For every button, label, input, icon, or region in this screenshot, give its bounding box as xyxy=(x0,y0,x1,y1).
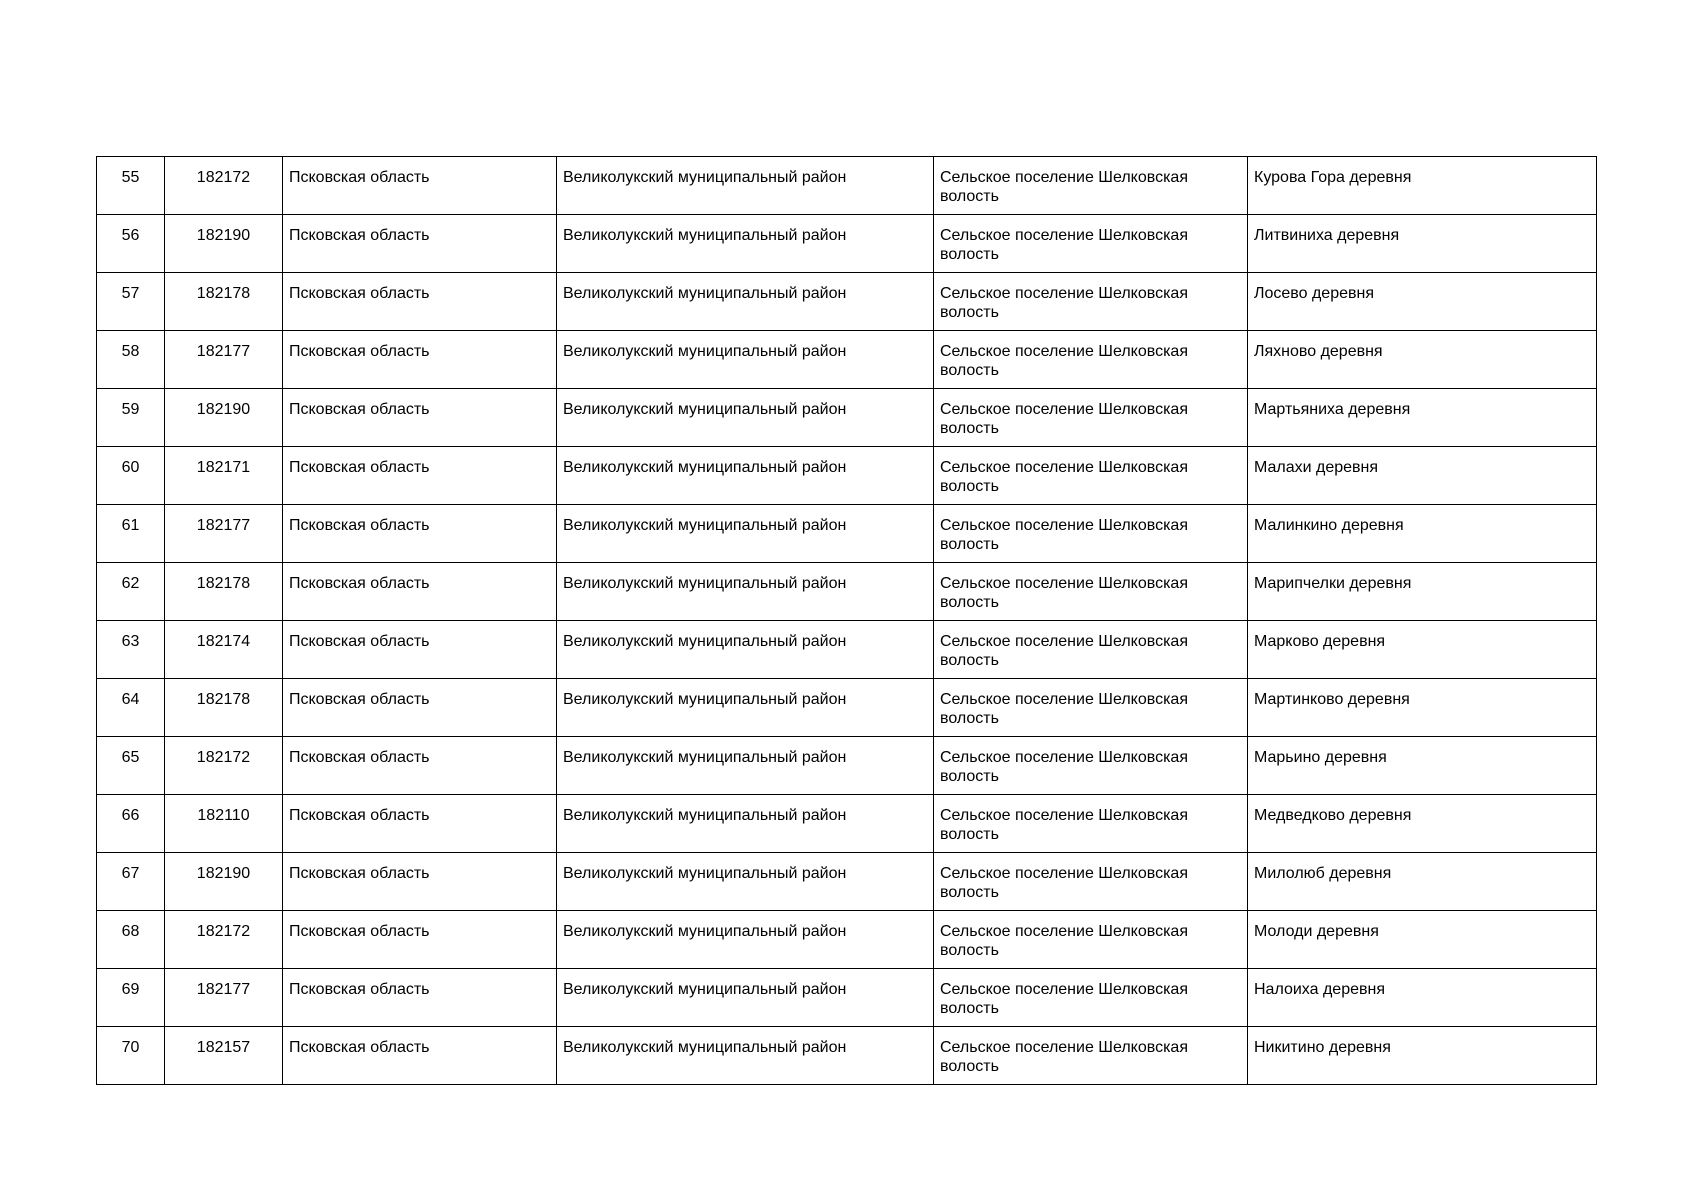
table-row xyxy=(97,215,1597,273)
table-row xyxy=(97,505,1597,563)
settlement-cell: Сельское поселение Шелковская волость xyxy=(934,679,1248,737)
district-cell: Великолукский муниципальный район xyxy=(557,447,934,505)
postal-index-cell: 182190 xyxy=(165,215,283,273)
postal-index-cell: 182157 xyxy=(165,1027,283,1085)
locality-cell: Малинкино деревня xyxy=(1248,505,1597,563)
postal-index-cell: 182172 xyxy=(165,737,283,795)
locality-cell: Мартинково деревня xyxy=(1248,679,1597,737)
region-cell: Псковская область xyxy=(283,563,557,621)
row-number-cell: 55 xyxy=(97,157,165,215)
table-row xyxy=(97,911,1597,969)
table-row xyxy=(97,447,1597,505)
row-number-cell: 68 xyxy=(97,911,165,969)
region-cell: Псковская область xyxy=(283,621,557,679)
region-cell: Псковская область xyxy=(283,679,557,737)
region-cell: Псковская область xyxy=(283,157,557,215)
postal-index-cell: 182171 xyxy=(165,447,283,505)
settlement-cell: Сельское поселение Шелковская волость xyxy=(934,505,1248,563)
table-row xyxy=(97,969,1597,1027)
locality-cell: Налоиха деревня xyxy=(1248,969,1597,1027)
settlement-cell: Сельское поселение Шелковская волость xyxy=(934,621,1248,679)
locality-cell: Медведково деревня xyxy=(1248,795,1597,853)
settlement-cell: Сельское поселение Шелковская волость xyxy=(934,215,1248,273)
district-cell: Великолукский муниципальный район xyxy=(557,215,934,273)
district-cell: Великолукский муниципальный район xyxy=(557,1027,934,1085)
district-cell: Великолукский муниципальный район xyxy=(557,157,934,215)
postal-index-cell: 182174 xyxy=(165,621,283,679)
settlement-cell: Сельское поселение Шелковская волость xyxy=(934,737,1248,795)
district-cell: Великолукский муниципальный район xyxy=(557,853,934,911)
settlement-cell: Сельское поселение Шелковская волость xyxy=(934,157,1248,215)
settlement-cell: Сельское поселение Шелковская волость xyxy=(934,331,1248,389)
locality-cell: Малахи деревня xyxy=(1248,447,1597,505)
settlement-cell: Сельское поселение Шелковская волость xyxy=(934,389,1248,447)
district-cell: Великолукский муниципальный район xyxy=(557,273,934,331)
table-row xyxy=(97,331,1597,389)
region-cell: Псковская область xyxy=(283,1027,557,1085)
settlement-cell: Сельское поселение Шелковская волость xyxy=(934,1027,1248,1085)
row-number-cell: 57 xyxy=(97,273,165,331)
settlement-cell: Сельское поселение Шелковская волость xyxy=(934,447,1248,505)
locality-cell: Никитино деревня xyxy=(1248,1027,1597,1085)
postal-index-cell: 182172 xyxy=(165,911,283,969)
row-number-cell: 60 xyxy=(97,447,165,505)
settlement-cell: Сельское поселение Шелковская волость xyxy=(934,795,1248,853)
locality-cell: Марково деревня xyxy=(1248,621,1597,679)
postal-index-cell: 182177 xyxy=(165,331,283,389)
row-number-cell: 65 xyxy=(97,737,165,795)
row-number-cell: 63 xyxy=(97,621,165,679)
table-row xyxy=(97,621,1597,679)
district-cell: Великолукский муниципальный район xyxy=(557,969,934,1027)
table-row xyxy=(97,563,1597,621)
region-cell: Псковская область xyxy=(283,505,557,563)
row-number-cell: 61 xyxy=(97,505,165,563)
table-row xyxy=(97,1027,1597,1085)
district-cell: Великолукский муниципальный район xyxy=(557,737,934,795)
settlement-cell: Сельское поселение Шелковская волость xyxy=(934,853,1248,911)
locality-cell: Марипчелки деревня xyxy=(1248,563,1597,621)
district-cell: Великолукский муниципальный район xyxy=(557,795,934,853)
table-row xyxy=(97,389,1597,447)
district-cell: Великолукский муниципальный район xyxy=(557,911,934,969)
row-number-cell: 62 xyxy=(97,563,165,621)
postal-index-cell: 182190 xyxy=(165,389,283,447)
region-cell: Псковская область xyxy=(283,969,557,1027)
locality-cell: Молоди деревня xyxy=(1248,911,1597,969)
region-cell: Псковская область xyxy=(283,389,557,447)
locality-cell: Курова Гора деревня xyxy=(1248,157,1597,215)
table-row xyxy=(97,853,1597,911)
postal-index-cell: 182177 xyxy=(165,505,283,563)
postal-index-cell: 182172 xyxy=(165,157,283,215)
settlement-cell: Сельское поселение Шелковская волость xyxy=(934,563,1248,621)
region-cell: Псковская область xyxy=(283,447,557,505)
postal-index-cell: 182178 xyxy=(165,273,283,331)
district-cell: Великолукский муниципальный район xyxy=(557,389,934,447)
table-row xyxy=(97,795,1597,853)
locality-cell: Мартьяниха деревня xyxy=(1248,389,1597,447)
district-cell: Великолукский муниципальный район xyxy=(557,505,934,563)
locality-cell: Ляхново деревня xyxy=(1248,331,1597,389)
postal-index-cell: 182178 xyxy=(165,563,283,621)
table-row xyxy=(97,737,1597,795)
region-cell: Псковская область xyxy=(283,795,557,853)
settlement-cell: Сельское поселение Шелковская волость xyxy=(934,911,1248,969)
row-number-cell: 67 xyxy=(97,853,165,911)
region-cell: Псковская область xyxy=(283,737,557,795)
row-number-cell: 56 xyxy=(97,215,165,273)
region-cell: Псковская область xyxy=(283,215,557,273)
row-number-cell: 70 xyxy=(97,1027,165,1085)
region-cell: Псковская область xyxy=(283,911,557,969)
row-number-cell: 64 xyxy=(97,679,165,737)
row-number-cell: 69 xyxy=(97,969,165,1027)
region-cell: Псковская область xyxy=(283,273,557,331)
locality-cell: Литвиниха деревня xyxy=(1248,215,1597,273)
settlement-cell: Сельское поселение Шелковская волость xyxy=(934,969,1248,1027)
district-cell: Великолукский муниципальный район xyxy=(557,621,934,679)
settlements-table xyxy=(96,156,1597,1085)
settlement-cell: Сельское поселение Шелковская волость xyxy=(934,273,1248,331)
row-number-cell: 59 xyxy=(97,389,165,447)
postal-index-cell: 182178 xyxy=(165,679,283,737)
region-cell: Псковская область xyxy=(283,853,557,911)
postal-index-cell: 182190 xyxy=(165,853,283,911)
locality-cell: Лосево деревня xyxy=(1248,273,1597,331)
postal-index-cell: 182177 xyxy=(165,969,283,1027)
region-cell: Псковская область xyxy=(283,331,557,389)
row-number-cell: 66 xyxy=(97,795,165,853)
table-row xyxy=(97,273,1597,331)
district-cell: Великолукский муниципальный район xyxy=(557,679,934,737)
table-body xyxy=(97,157,1597,1085)
locality-cell: Марьино деревня xyxy=(1248,737,1597,795)
table-row xyxy=(97,679,1597,737)
district-cell: Великолукский муниципальный район xyxy=(557,563,934,621)
postal-index-cell: 182110 xyxy=(165,795,283,853)
locality-cell: Милолюб деревня xyxy=(1248,853,1597,911)
row-number-cell: 58 xyxy=(97,331,165,389)
table-row xyxy=(97,157,1597,215)
district-cell: Великолукский муниципальный район xyxy=(557,331,934,389)
